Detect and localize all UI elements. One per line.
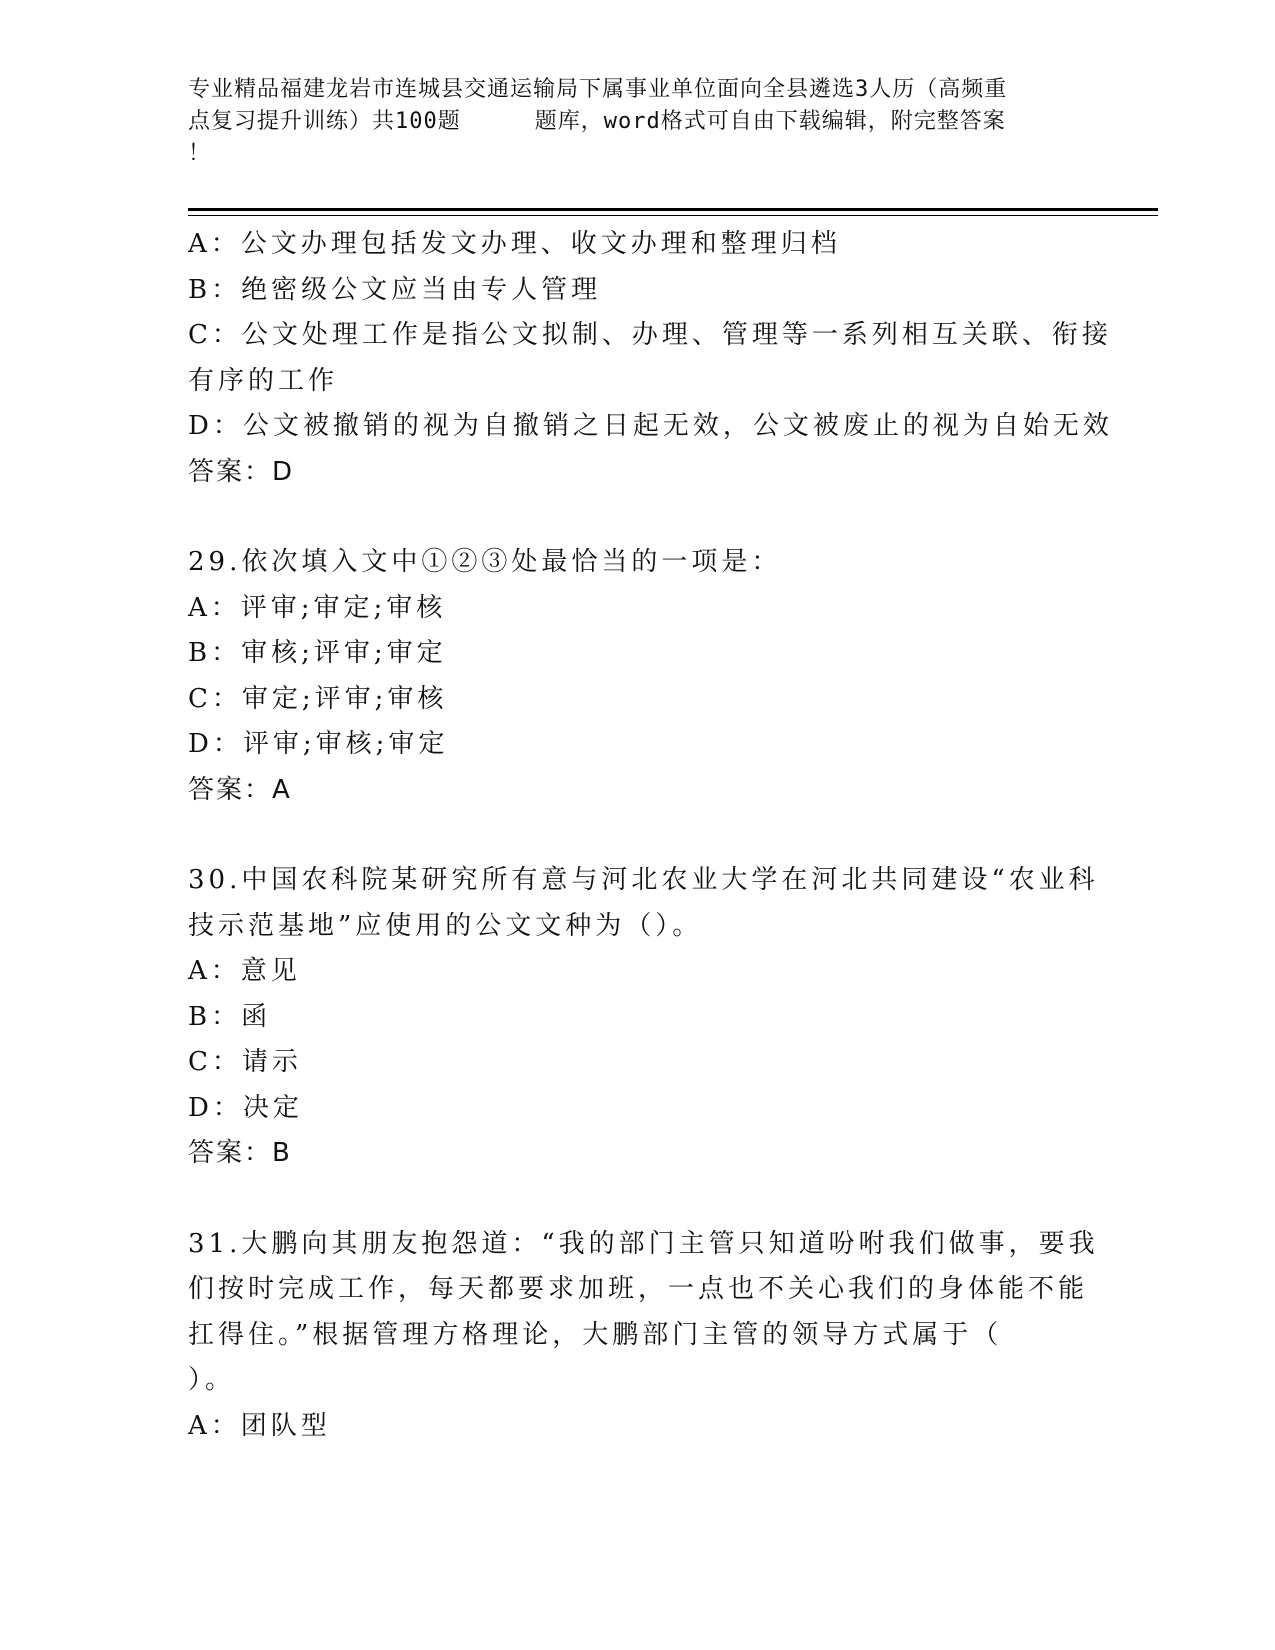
question-29 — [188, 540, 1088, 813]
option-a: A：意见 — [188, 956, 301, 986]
answer: 答案：A — [188, 774, 292, 805]
option-d: D：评审;审核;审定 — [188, 729, 449, 759]
document-header — [188, 74, 1088, 170]
answer: 答案：B — [188, 1138, 292, 1168]
option-d: D：公文被撤销的视为自撤销之日起无效，公文被废止的视为自始无效 — [188, 411, 1113, 441]
question-content — [188, 222, 1113, 1449]
header-line-2a: 点复习提升训练）共100题 — [188, 109, 461, 134]
option-d: D：决定 — [188, 1092, 303, 1123]
option-c: C：审定;评审;审核 — [188, 683, 448, 714]
question-stem-continued: 们按时完成工作，每天都要求加班，一点也不关心我们的身体能不能 — [188, 1274, 1089, 1304]
option-b: B：审核;评审;审定 — [188, 638, 447, 668]
header-line-3: ！ — [188, 141, 212, 166]
question-stem: 29.依次填入文中①②③处最恰当的一项是： — [188, 547, 782, 577]
option-b: B：绝密级公文应当由专人管理 — [188, 274, 602, 305]
option-c-continued: 有序的工作 — [188, 365, 339, 396]
header-line-1: 专业精品福建龙岩市连城县交通运输局下属事业单位面向全县遴选3人历（高频重 — [188, 77, 1008, 102]
question-30 — [188, 858, 1099, 1177]
option-c: C：请示 — [188, 1047, 302, 1077]
question-stem-continued: 扛得住。”根据管理方格理论，大鹏部门主管的领导方式属于（ — [188, 1319, 1003, 1350]
header-line-2b: 题库，word格式可自由下载编辑，附完整答案 — [534, 109, 1006, 134]
question-31 — [188, 1222, 1099, 1450]
answer: 答案：D — [188, 456, 295, 487]
option-a: A：公文办理包括发文办理、收文办理和整理归档 — [188, 229, 841, 259]
question-stem: 31.大鹏向其朋友抱怨道：“我的部门主管只知道吩咐我们做事，要我 — [188, 1228, 1099, 1259]
header-divider-thin — [188, 215, 1158, 216]
option-c: C：公文处理工作是指公文拟制、办理、管理等一系列相互关联、衔接 — [188, 320, 1112, 350]
question-stem: 30.中国农科院某研究所有意与河北农业大学在河北共同建设“农业科 — [188, 865, 1099, 895]
option-a: A：团队型 — [188, 1410, 331, 1441]
option-a: A：评审;审定;审核 — [188, 592, 447, 623]
header-line-2 — [188, 106, 1088, 138]
header-divider-thick — [188, 208, 1158, 211]
question-stem-continued: 技示范基地”应使用的公文文种为（）。 — [188, 910, 703, 941]
question-stem-continued: ）。 — [188, 1365, 236, 1395]
question-28-tail — [188, 222, 1113, 495]
option-b: B：函 — [188, 1001, 272, 1032]
